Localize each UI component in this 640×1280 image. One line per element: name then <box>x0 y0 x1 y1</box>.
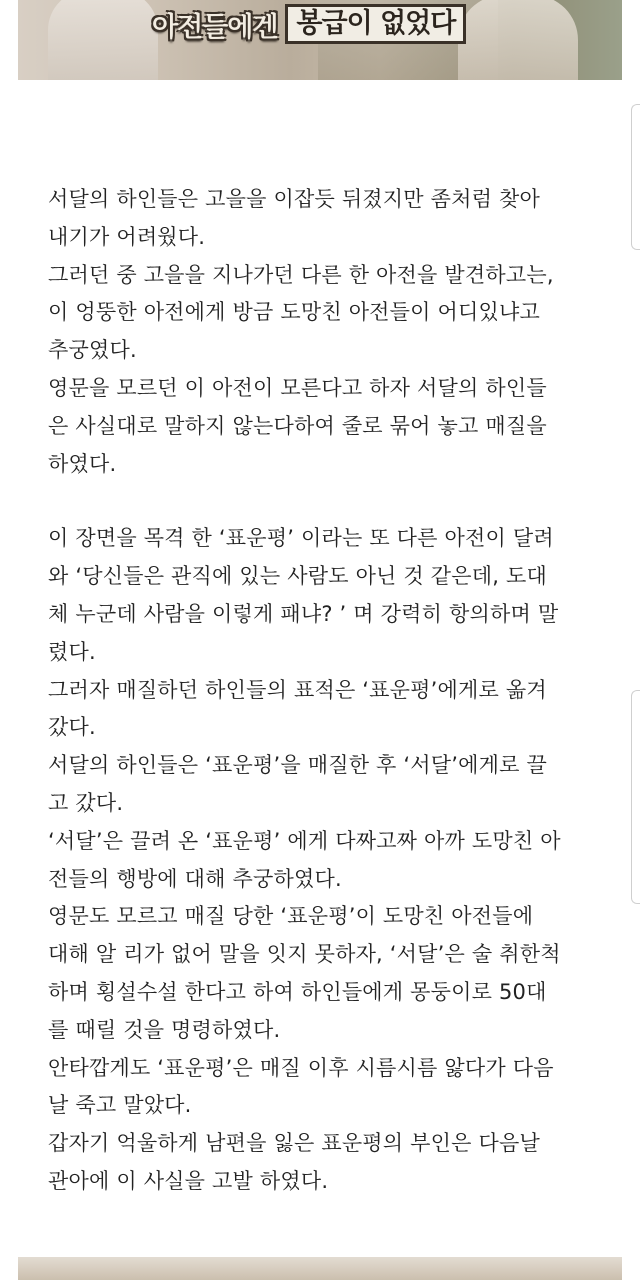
paragraph: 그러자 매질하던 하인들의 표적은 ‘표운평’에게로 옮겨 갔다. <box>48 677 547 740</box>
article-body <box>48 181 608 1201</box>
side-edge-tab-middle[interactable] <box>631 690 640 904</box>
paragraph: 영문도 모르고 매질 당한 ‘표운평’이 도망친 아전들에 대해 알 리가 없어 말을 잇지 못하자, ‘서달’은 술 취한척 하며 횡설수설 한다고 하여 하인들에게 몽둥이로 50대 를 때릴 것을 명령하였다. <box>48 904 561 1042</box>
caption-boxed-text: 봉급이 없었다 <box>285 4 466 44</box>
paragraph: 안타깝게도 ‘표운평’은 매질 이후 시름시름 앓다가 다음 날 죽고 말았다. <box>48 1055 554 1118</box>
header-image <box>18 0 622 80</box>
caption-plain-text: 아전들에겐 <box>152 11 278 43</box>
header-caption <box>152 4 466 44</box>
paragraph: 서달의 하인들은 ‘표운평’을 매질한 후 ‘서달’에게로 끌 고 갔다. <box>48 753 547 815</box>
paragraph-spacer <box>48 483 608 520</box>
person-figure-left <box>48 0 158 80</box>
paragraph: 서달의 하인들은 고을을 이잡듯 뒤졌지만 좀처럼 찾아 내기가 어려웠다. <box>48 187 540 249</box>
footer-image <box>18 1257 622 1280</box>
paragraph: 이 장면을 목격 한 ‘표운평’ 이라는 또 다른 아전이 달려 와 ‘당신들은 관직에 있는 사람도 아닌 것 같은데, 도대 체 누군데 사람을 이렇게 패냐? ’ 며 강력히 항의하며 말 렸다. <box>48 526 559 664</box>
person-figure-right <box>458 0 578 80</box>
paragraph: 그러던 중 고을을 지나가던 다른 한 아전을 발견하고는, 이 엉뚱한 아전에게 방금 도망친 아전들이 어디있냐고 추궁였다. <box>48 262 554 363</box>
paragraph: 영문을 모르던 이 아전이 모른다고 하자 서달의 하인들 은 사실대로 말하지 않는다하여 줄로 묶어 놓고 매질을 하였다. <box>48 375 547 476</box>
paragraph: ‘서달’은 끌려 온 ‘표운평’ 에게 다짜고짜 아까 도망친 아 전들의 행방에 대해 추궁하였다. <box>48 828 561 891</box>
side-edge-tab-top[interactable] <box>631 104 640 250</box>
paragraph: 갑자기 억울하게 남편을 잃은 표운평의 부인은 다음날 관아에 이 사실을 고발 하였다. <box>48 1131 540 1193</box>
